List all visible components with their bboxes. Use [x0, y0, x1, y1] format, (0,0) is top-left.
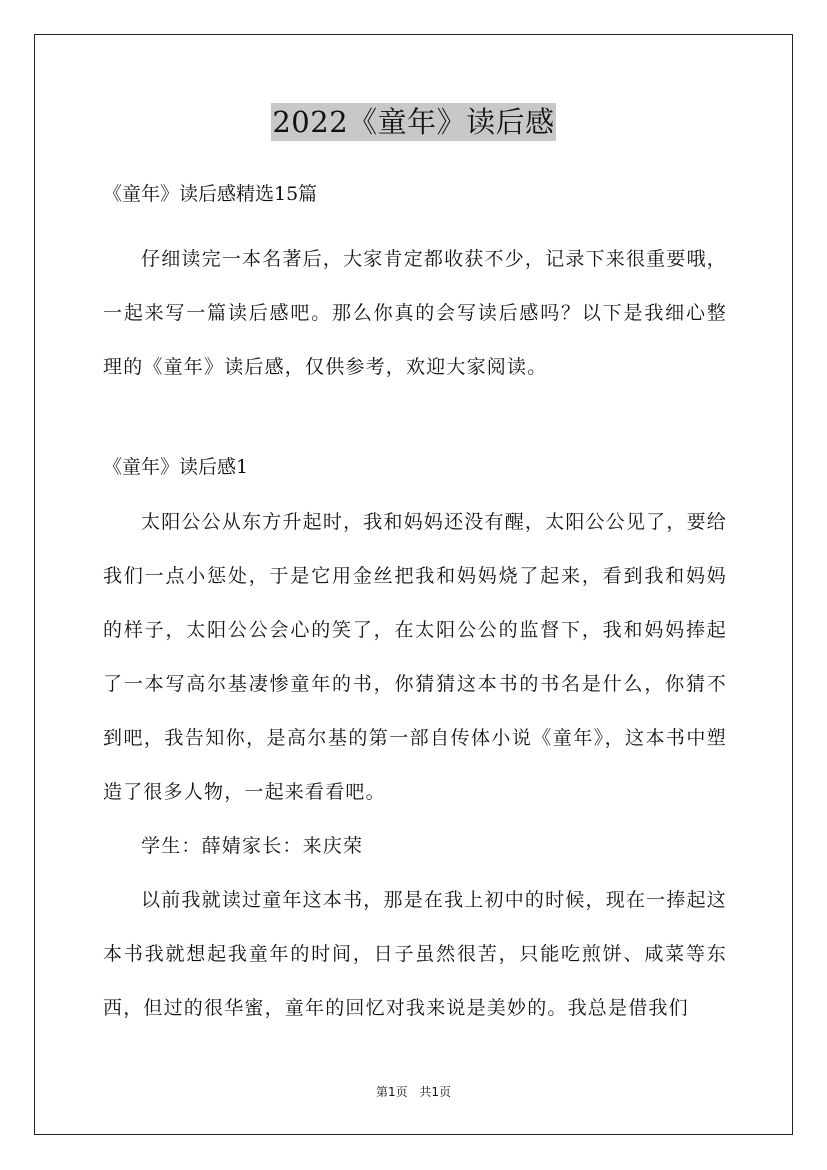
page-footer: [0, 1083, 827, 1100]
section-spacer: [103, 394, 727, 449]
document-title[interactable]: 2022《童年》读后感: [272, 105, 555, 139]
body-paragraph-2: 学生：薛婧家长：来庆荣: [141, 835, 364, 857]
page-total: 共1页: [419, 1085, 452, 1099]
document-body: [103, 176, 727, 1035]
title-container: [0, 103, 827, 141]
intro-paragraph: 仔细读完一本名著后，大家肯定都收获不少，记录下来很重要哦，一起来写一篇读后感吧。那么你真的会写读后感吗？以下是我细心整理的《童年》读后感，仅供参考，欢迎大家阅读。: [103, 248, 727, 378]
body-paragraph-3: 以前我就读过童年这本书，那是在我上初中的时候，现在一捧起这本书我就想起我童年的时间，日子虽然很苦，只能吃煎饼、咸菜等东西，但过的很华蜜，童年的回忆对我来说是美妙的。我总是借我们: [103, 889, 727, 1019]
page-number: 第1页: [375, 1085, 408, 1099]
document-subtitle: 《童年》读后感精选15篇: [103, 183, 318, 205]
section-heading: 《童年》读后感1: [103, 456, 249, 478]
body-paragraph-1: 太阳公公从东方升起时，我和妈妈还没有醒，太阳公公见了，要给我们一点小惩处，于是它用金丝把我和妈妈烧了起来，看到我和妈妈的样子，太阳公公会心的笑了，在太阳公公的监督下，我和妈妈捧起了一本写高尔基凄惨童年的书，你猜猜这本书的书名是什么，你猜不到吧，我告知你，是高尔基的第一部自传体小说《童年》，这本书中塑造了很多人物，一起来看看吧。: [103, 511, 727, 803]
